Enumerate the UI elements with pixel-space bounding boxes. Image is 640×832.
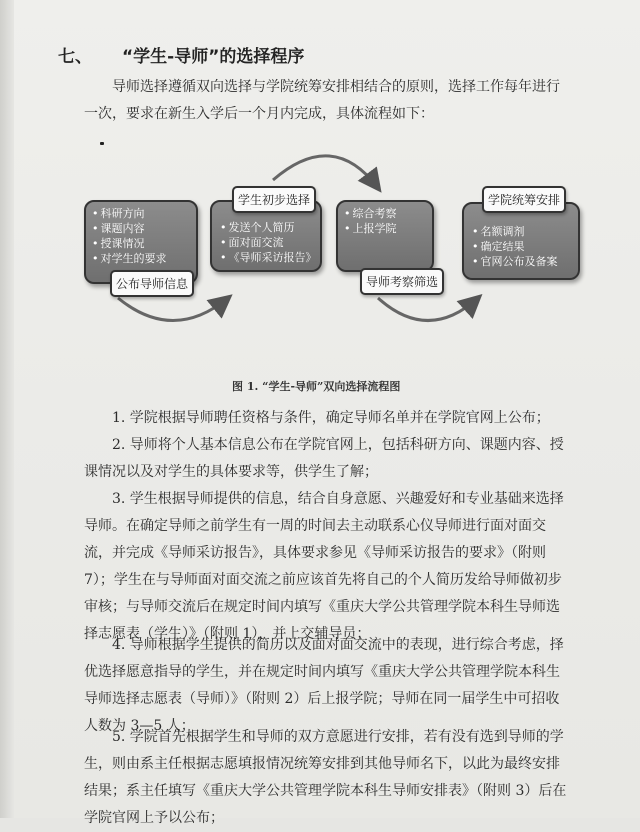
intro-line-1: 导师选择遵循双向选择与学院统筹安排相结合的原则，选择工作每年进行 bbox=[112, 79, 560, 95]
step1-label: 公布导师信息 bbox=[110, 270, 194, 297]
step3-item: • 上报学院 bbox=[344, 221, 426, 236]
step1-item: • 对学生的要求 bbox=[92, 251, 190, 266]
paragraph-4-line: 人数为 3—5 人； bbox=[84, 718, 195, 734]
paragraph-2-line: 2. 导师将个人基本信息公布在学院官网上，包括科研方向、课题内容、授 bbox=[112, 437, 564, 453]
flow-diagram bbox=[78, 148, 598, 328]
step1-item: • 科研方向 bbox=[92, 206, 190, 221]
paragraph-5-line: 生，则由系主任根据志愿填报情况统筹安排到其他导师名下，以此为最终安排 bbox=[84, 756, 560, 772]
figure-caption: 图 1. “学生-导师”双向选择流程图 bbox=[232, 380, 401, 393]
step2-label: 学生初步选择 bbox=[232, 186, 316, 213]
step4-item: • 确定结果 bbox=[472, 239, 572, 254]
step4-item: • 名额调剂 bbox=[472, 224, 572, 239]
step1-item: • 授课情况 bbox=[92, 236, 190, 251]
bullet-mark bbox=[100, 142, 104, 145]
step1-item: • 课题内容 bbox=[92, 221, 190, 236]
paragraph-5-line: 学院官网上予以公布； bbox=[84, 810, 224, 826]
paragraph-4-line: 4. 导师根据学生提供的简历以及面对面交流中的表现，进行综合考虑，择 bbox=[112, 637, 564, 653]
step3-item: • 综合考察 bbox=[344, 206, 426, 221]
arrow-3-4 bbox=[378, 298, 478, 321]
paragraph-2-line: 课情况以及对学生的具体要求等，供学生了解； bbox=[84, 464, 378, 480]
arrow-2-3 bbox=[273, 156, 378, 188]
paragraph-3-line: 择志愿表（学生）》（附则 1），并上交辅导员； bbox=[84, 626, 371, 642]
paragraph-3-line: 导师。在确定导师之前学生有一周的时间去主动联系心仪导师进行面对面交 bbox=[84, 518, 546, 534]
paragraph-4-line: 导师选择志愿表（导师）》（附则 2）后上报学院；导师在同一届学生中可招收 bbox=[84, 691, 560, 707]
step2-item: • 发送个人简历 bbox=[220, 220, 314, 235]
step-box-mentor-review bbox=[336, 200, 434, 272]
paragraph-1-line: 1. 学院根据导师聘任资格与条件，确定导师名单并在学院官网上公布； bbox=[112, 410, 550, 426]
paragraph-5-line: 5. 学院首先根据学生和导师的双方意愿进行安排，若有没有选到导师的学 bbox=[112, 729, 564, 745]
step3-label: 导师考察筛选 bbox=[360, 268, 444, 295]
step2-item: • 面对面交流 bbox=[220, 235, 314, 250]
arrow-1-2 bbox=[118, 298, 228, 321]
page-edge-shadow bbox=[0, 0, 14, 818]
paragraph-3-line: 7）；学生在与导师面对面交流之前应该首先将自己的个人简历发给导师做初步 bbox=[84, 572, 562, 588]
section-number: 七、 bbox=[58, 47, 92, 67]
section-title: “学生-导师”的选择程序 bbox=[122, 47, 305, 67]
paragraph-3-line: 3. 学生根据导师提供的信息，结合自身意愿、兴趣爱好和专业基础来选择 bbox=[112, 491, 564, 507]
paragraph-4-line: 优选择愿意指导的学生，并在规定时间内填写《重庆大学公共管理学院本科生 bbox=[84, 664, 560, 680]
paragraph-3-line: 审核；与导师交流后在规定时间内填写《重庆大学公共管理学院本科生导师选 bbox=[84, 599, 560, 615]
step4-item: • 官网公布及备案 bbox=[472, 254, 572, 269]
section-heading bbox=[58, 42, 304, 67]
step2-item: • 《导师采访报告》 bbox=[220, 250, 314, 265]
paragraph-3-line: 流，并完成《导师采访报告》，具体要求参见《导师采访报告的要求》（附则 bbox=[84, 545, 546, 561]
paragraph-5-line: 结果；系主任填写《重庆大学公共管理学院本科生导师安排表》（附则 3）后在 bbox=[84, 783, 567, 799]
step4-label: 学院统筹安排 bbox=[482, 186, 566, 213]
intro-line-2: 一次，要求在新生入学后一个月内完成，具体流程如下： bbox=[84, 106, 434, 122]
step-box-college-arrange bbox=[462, 202, 580, 280]
